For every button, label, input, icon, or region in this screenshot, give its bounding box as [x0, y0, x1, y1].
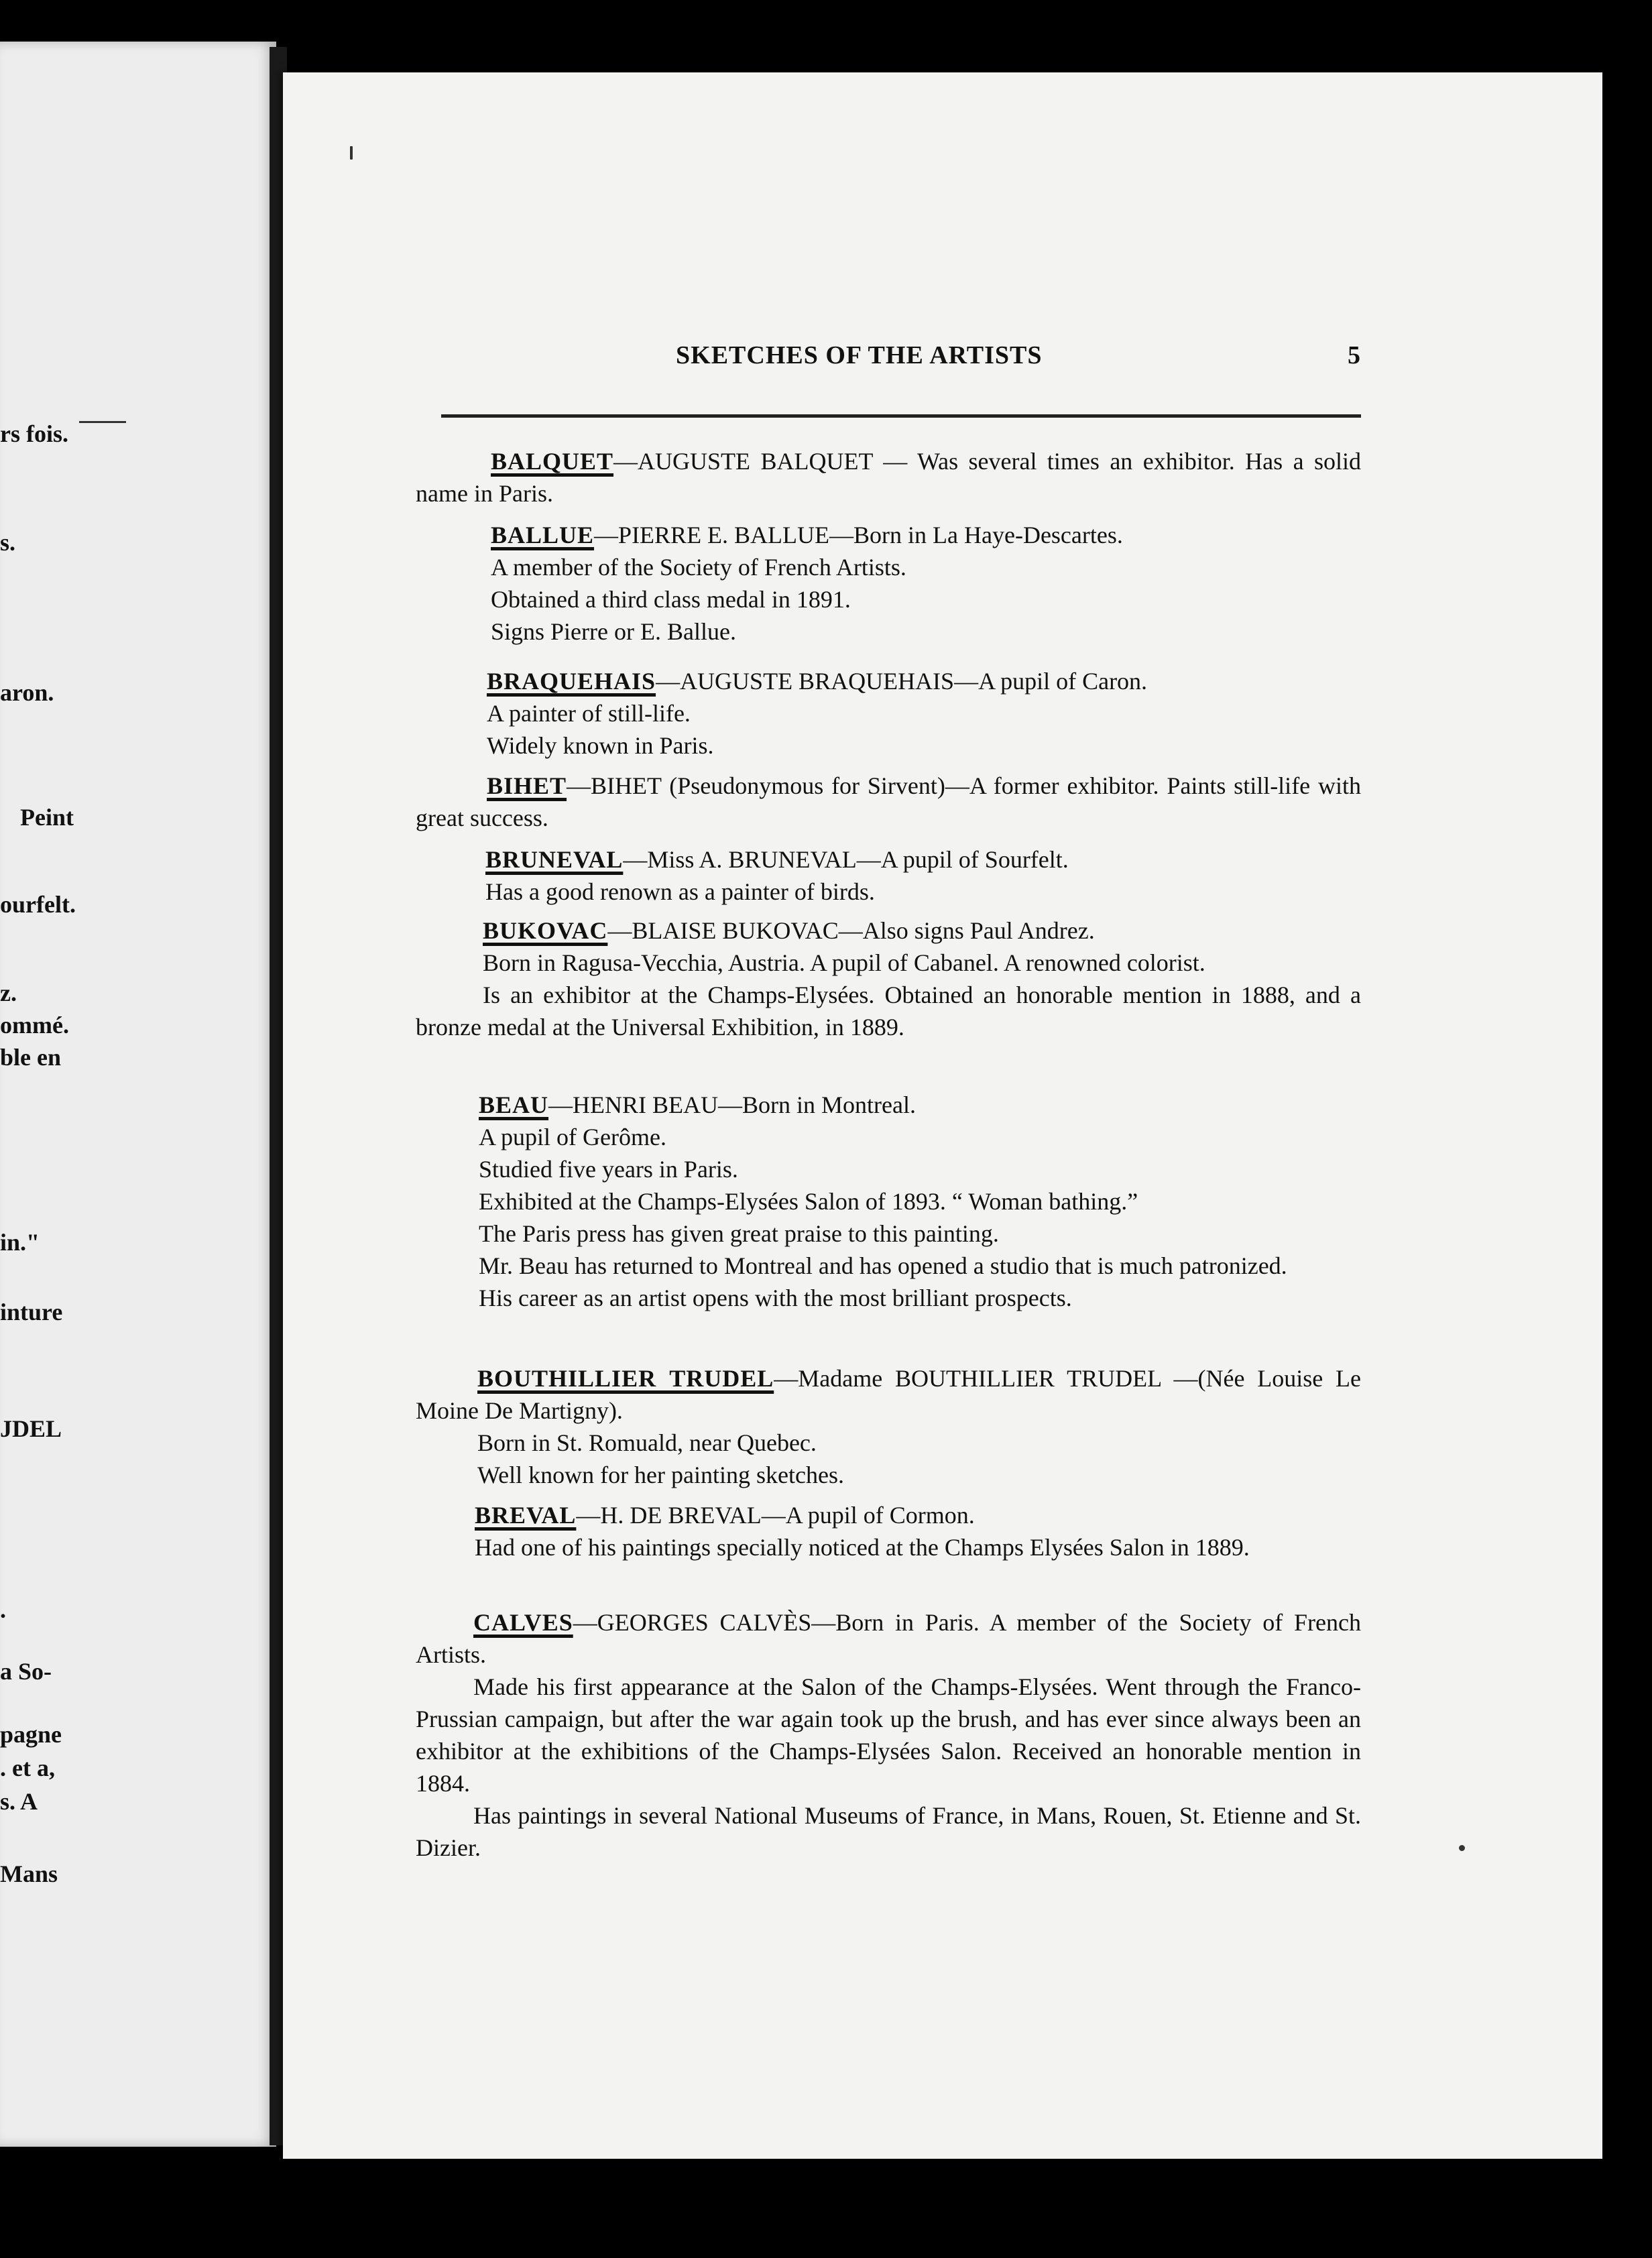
left-fragment: Peint: [20, 804, 74, 831]
entry-line: Mr. Beau has returned to Montreal and has opened a studio that is much patronized.: [479, 1252, 1287, 1279]
entry-term: BOUTHILLIER TRUDEL: [477, 1365, 774, 1392]
entry-text: —HENRI BEAU—Born in Montreal.: [548, 1091, 916, 1118]
entry-bouthillier-trudel: [416, 1362, 1361, 1491]
entry-calves: [416, 1606, 1361, 1864]
entry-text: —BIHET (Pseudonymous for Sirvent)—A former exhibitor. Paints still-life with great success.: [416, 772, 1361, 831]
entry-ballue: [416, 519, 1361, 648]
left-rule: [79, 421, 126, 423]
entry-braquehais: [416, 665, 1361, 762]
left-fragment: z.: [0, 979, 17, 1006]
entry-line: A member of the Society of French Artists.: [491, 554, 906, 581]
entry-line: Obtained a third class medal in 1891.: [491, 586, 851, 613]
entry-text: —H. DE BREVAL—A pupil of Cormon.: [576, 1502, 975, 1529]
entry-line: Born in St. Romuald, near Quebec.: [477, 1429, 817, 1456]
left-fragment: s. A: [0, 1788, 38, 1815]
entry-bukovac: [416, 914, 1361, 1043]
entry-balquet: [416, 445, 1361, 510]
entry-line: Had one of his paintings specially noticed at the Champs Elysées Salon in 1889.: [475, 1534, 1250, 1561]
entry-term: BIHET: [487, 772, 567, 799]
ink-speck: [350, 146, 353, 160]
left-fragment: s.: [0, 529, 16, 556]
entry-text: —PIERRE E. BALLUE—Born in La Haye-Descartes.: [594, 522, 1123, 548]
entry-term: BRAQUEHAIS: [487, 668, 656, 695]
entry-line: Has a good renown as a painter of birds.: [485, 878, 875, 905]
left-fragment: a So-: [0, 1658, 52, 1685]
header-rule: [441, 414, 1361, 418]
left-fragment: inture: [0, 1299, 63, 1325]
entry-line: His career as an artist opens with the most brilliant prospects.: [479, 1285, 1072, 1311]
entry-line: Studied five years in Paris.: [479, 1156, 738, 1183]
entry-line: A painter of still-life.: [487, 700, 691, 727]
running-head: SKETCHES OF THE ARTISTS: [676, 341, 1043, 369]
entry-term: BRUNEVAL: [485, 846, 624, 873]
page-number: 5: [1348, 341, 1361, 369]
entry-beau: [416, 1089, 1361, 1314]
entry-line: Is an exhibitor at the Champs-Elysées. Obtained an honorable mention in 1888, and a bronze medal at the Universal Exhibition, in 1889.: [416, 982, 1361, 1041]
entry-line: Well known for her painting sketches.: [477, 1462, 844, 1488]
entry-term: CALVES: [473, 1609, 573, 1636]
left-fragment: . et a,: [0, 1755, 55, 1781]
left-fragment: .: [0, 1596, 6, 1623]
left-fragment: ble en: [0, 1044, 62, 1071]
entry-line: A pupil of Gerôme.: [479, 1124, 666, 1150]
entry-line: Widely known in Paris.: [487, 732, 714, 759]
left-fragment: rs fois.: [0, 420, 68, 447]
left-fragment: Mans: [0, 1860, 58, 1887]
ink-speck: [1459, 1845, 1465, 1851]
entry-text: —AUGUSTE BRAQUEHAIS—A pupil of Caron.: [656, 668, 1148, 695]
entry-term: BALQUET: [491, 448, 614, 475]
left-fragment: JDEL: [0, 1415, 62, 1442]
entry-text: —BLAISE BUKOVAC—Also signs Paul Andrez.: [607, 917, 1095, 944]
left-fragment: ommé.: [0, 1012, 69, 1038]
entry-line: Born in Ragusa-Vecchia, Austria. A pupil of Cabanel. A renowned colorist.: [483, 949, 1205, 976]
entry-line: Made his first appearance at the Salon of the Champs-Elysées. Went through the Franco-Prussian campaign, but after the war again took up the brush, and has ever since always been an exhibitor at the exhibitions of the Champs-Elysées Salon. Received an honorable mention in 1884.: [416, 1673, 1361, 1797]
entry-term: BALLUE: [491, 522, 595, 548]
entry-term: BEAU: [479, 1091, 549, 1118]
entry-text: —GEORGES CALVÈS—Born in Paris. A member of the Society of French Artists.: [416, 1609, 1361, 1668]
entry-term: BUKOVAC: [483, 917, 608, 944]
entry-bihet: [416, 770, 1361, 834]
entry-term: BREVAL: [475, 1502, 577, 1529]
entry-line: Has paintings in several National Museums of France, in Mans, Rouen, St. Etienne and St. Dizier.: [416, 1802, 1361, 1861]
left-fragment: in.": [0, 1229, 40, 1256]
entry-text: —Madame BOUTHILLIER TRUDEL —(Née Louise Le Moine De Martigny).: [416, 1365, 1361, 1424]
entry-bruneval: [416, 843, 1361, 908]
entry-text: —Miss A. BRUNEVAL—A pupil of Sourfelt.: [623, 846, 1069, 873]
entry-line: The Paris press has given great praise to this painting.: [479, 1220, 999, 1247]
entry-breval: [416, 1499, 1361, 1563]
left-fragment: pagne: [0, 1721, 62, 1748]
left-page: [0, 42, 276, 2147]
entry-text: —AUGUSTE BALQUET — Was several times an exhibitor. Has a solid name in Paris.: [416, 448, 1361, 507]
left-fragment: ourfelt.: [0, 891, 76, 918]
entry-line: Exhibited at the Champs-Elysées Salon of 1893. “ Woman bathing.”: [479, 1188, 1138, 1215]
entry-line: Signs Pierre or E. Ballue.: [491, 618, 736, 645]
left-fragment: aron.: [0, 679, 54, 706]
